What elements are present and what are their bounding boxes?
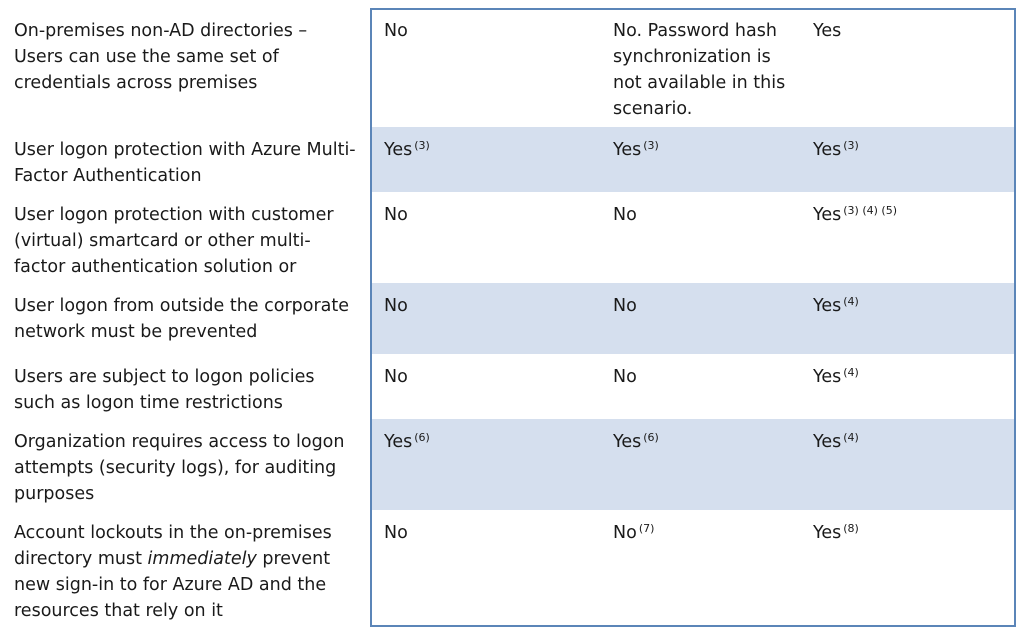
requirement-label: Users are subject to logon policies such as logon time restrictions [14, 367, 315, 413]
footnote-ref: (3) [414, 139, 430, 152]
cell-value: No [384, 523, 408, 543]
cell-value: Yes [813, 205, 842, 225]
cell-col3 [813, 293, 1008, 319]
cell-col1 [384, 520, 599, 546]
cell-col3 [813, 137, 1008, 163]
cell-col2 [613, 364, 798, 390]
table-row [0, 283, 1024, 354]
cell-col2 [613, 293, 798, 319]
table-row [0, 127, 1024, 192]
cell-col2 [613, 202, 798, 228]
cell-col2 [613, 429, 798, 455]
table-row [0, 510, 1024, 627]
cell-value: Yes [384, 432, 413, 452]
cell-value: No [384, 21, 408, 41]
requirement-text: prevent new sign-in to for Azure AD and the resources that rely on it [14, 549, 331, 621]
cell-value: Yes [813, 367, 842, 387]
cell-col3 [813, 364, 1008, 390]
cell-col2 [613, 18, 798, 122]
cell-value: No [384, 205, 408, 225]
cell-value: No. Password hash synchronization is not available in this scenario. [613, 21, 786, 119]
footnote-ref: (3) [843, 139, 859, 152]
cell-value: No [613, 367, 637, 387]
cell-value: Yes [613, 140, 642, 160]
cell-col3 [813, 18, 1008, 44]
footnote-ref: (7) [638, 522, 655, 535]
cell-col1 [384, 137, 599, 163]
cell-value: Yes [813, 296, 842, 316]
cell-value: No [613, 296, 637, 316]
cell-col1 [384, 364, 599, 390]
table-row [0, 8, 1024, 127]
cell-col3 [813, 429, 1008, 455]
cell-value: Yes [813, 432, 842, 452]
footnote-ref: (4) [843, 366, 859, 379]
cell-value: Yes [384, 140, 413, 160]
table-row [0, 354, 1024, 419]
requirement-text: Account lockouts in the on-premises directory must [14, 523, 332, 569]
cell-col3 [813, 520, 1008, 546]
requirement-label: User logon protection with customer (virtual) smartcard or other multi-factor authentication solution or [14, 205, 334, 277]
footnote-ref: (4) [843, 295, 859, 308]
requirement-label [14, 520, 359, 624]
requirement-label: User logon protection with Azure Multi-Factor Authentication [14, 140, 356, 186]
cell-value: Yes [813, 523, 842, 543]
footnote-ref: (4) [843, 431, 859, 444]
footnote-ref: (3) [643, 139, 659, 152]
cell-value: No [613, 523, 637, 543]
footnote-ref: (3) (4) (5) [843, 204, 897, 217]
requirement-emphasis: immediately [147, 549, 257, 569]
table-row [0, 192, 1024, 283]
requirement-label: User logon from outside the corporate network must be prevented [14, 296, 350, 342]
footnote-ref: (6) [414, 431, 430, 444]
cell-col1 [384, 18, 599, 44]
cell-value: No [384, 296, 408, 316]
cell-col1 [384, 429, 599, 455]
cell-col3 [813, 202, 1008, 228]
footnote-ref: (8) [843, 522, 859, 535]
footnote-ref: (6) [643, 431, 659, 444]
cell-col2 [613, 520, 798, 546]
cell-col1 [384, 202, 599, 228]
cell-col2 [613, 137, 798, 163]
table-row [0, 419, 1024, 510]
cell-value: Yes [813, 21, 842, 41]
cell-value: Yes [613, 432, 642, 452]
requirement-label: On-premises non-AD directories – Users can use the same set of credentials across premises [14, 21, 308, 93]
requirement-label: Organization requires access to logon attempts (security logs), for auditing purposes [14, 432, 345, 504]
cell-value: No [613, 205, 637, 225]
cell-value: No [384, 367, 408, 387]
cell-value: Yes [813, 140, 842, 160]
cell-col1 [384, 293, 599, 319]
